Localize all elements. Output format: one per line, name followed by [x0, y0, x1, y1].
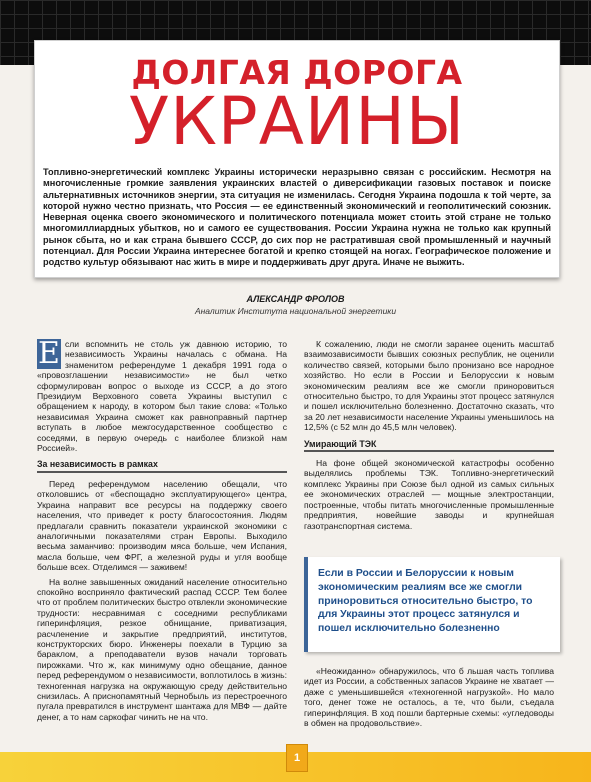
left-subheading: За независимость в рамках [37, 459, 287, 472]
author-role: Аналитик Института национальной энергетики [194, 306, 397, 316]
right-paragraph-1: К сожалению, люди не смогли заранее оценить масштаб взаимозависимости бывших союзных республик, не оценили количество связей, которыми было пронизано все народное хозяйство. Но если в России и Белоруссии к новым экономическим реалиям все же смогли приноровиться относительно быстро, то для Украины этот процесс затянулся и пошел исключительно болезненно. Достаточно сказать, что за 20 лет независимости население Украины уменьшилось на 12,5% (с 52 млн до 45,5 млн человек). [304, 339, 554, 433]
right-column [304, 339, 554, 535]
pull-quote [304, 557, 560, 652]
right-paragraph-2: На фоне общей экономической катастрофы особенно выделялись проблемы ТЭК. Топливно-энергетический комплекс Украины при Союзе был одной из самых сильных ее экономических отраслей — мощные электростанции, построенные, чтобы питать многочисленные промышленные предприятия, новейшие заводы и крупнейшая газотранспортная система. [304, 458, 554, 531]
author-name: АЛЕКСАНДР ФРОЛОВ [246, 294, 345, 304]
headline-title: УКРАИНЫ [128, 83, 466, 160]
page-number: 1 [286, 744, 308, 772]
left-paragraph-3: На волне завышенных ожиданий население относительно спокойно восприняло фактический распад СССР. Тем более что от проблем политических быстро отвлекли экономические трудности: несравнимая с соседними республиками гиперинфляция, резкое обнищание, приватизация, расчленение и закрытие предприятий, институтов, конструкторских бюро. Инженеры поехали в Турцию за бараклом, а преподаватели вузов начали торговать пирожками. Что ж, как минимуму одно обещание, данное перед референдумом о независимости, воплотилось в жизнь: техногенная нагрузка на окружающую среду действительно снизилась. А приснопамятный Чернобыль из перестроечного пугала превратился в инструмент шантажа для МВФ — дайте денег, а то нам саркофаг чинить не на что. [37, 576, 288, 722]
drop-cap: Е [38, 336, 60, 371]
title-frame [34, 40, 560, 278]
right-subheading: Умирающий ТЭК [304, 439, 554, 452]
left-paragraph-2: Перед референдумом населению обещали, что отколовшись от «беспощадно эксплуатирующего» центра, Украина направит все ресурсы на поддержку своего населения, что приведет к росту благосостояния. Людям предлагали сравнить показатели украинской экономики с аналогичными показателями стран Европы. Выходило весьма заманчиво: производим мяса больше, чем Испания, масла больше, чем ФРГ, а железной руды и угля вообще больше всех. Отделимся — заживем! [37, 478, 287, 573]
left-column [37, 336, 288, 726]
left-paragraph-1: сли вспомнить не столь уж давнюю историю, то независимость Украины началась с обмана. На знаменитом референдуме 1 декабря 1991 года о «провозглашении независимости» не был четко сформулирован вопрос о выходе из СССР, а до этого Президиум Верховного совета Украины выступил с обращением к народу, в котором был такие слова: «Только независимая Украина сможет как равноправный партнер вступать в любое межгосударственное сообщество с соседями, в первую очередь с наиболее близкой нам Россией». [37, 339, 287, 454]
lead-paragraph: Топливно-энергетический комплекс Украины исторически неразрывно связан с российским. Несмотря на многочисленные громкие заявления украинских властей о диверсификации газовых поставок и поиске альтернативных источников энергии, эта ситуация не изменилась. Сегодня Украина подошла к той черте, за которой нужно честно признать, что Россия — ее единственный экономический и геополитический союзник. Неверная оценка своего экономического и политического потенциала может стоить этой стране не только многомиллиардных убытков, но и самого ее существования. России Украина нужна не только как крупный рынок сбыта, но и как страна бывшего СССР, до сих пор не растратившая свой промышленный и научный потенциал. Для России Украина интереснее богатой и крепко стоящей на ногах. Географическое положение и родство культур обязывают нас жить в мире и поддерживать друг друга. Иначе не выжить. [43, 167, 551, 268]
headline-kicker: ДОЛГАЯ ДОРОГА [131, 53, 463, 92]
pull-quote-text: Если в России и Белоруссии к новым экономическим реалиям все же смогли приноровиться относительно быстро, то для Украины этот процесс затянулся и пошел исключительно болезненно [318, 568, 533, 635]
right-column-bottom [304, 666, 554, 728]
right-paragraph-3: «Неожиданно» обнаружилось, что б льшая часть топлива идет из России, а собственных запасов Украине не хватает — даже с уменьшившейся «техногенной нагрузкой». Но мало того, денег тоже не осталось, а те, что были, съедала гиперинфляция. В ход пошли бартерные схемы: «угледоводы в обмен на продовольствие». [304, 666, 554, 729]
